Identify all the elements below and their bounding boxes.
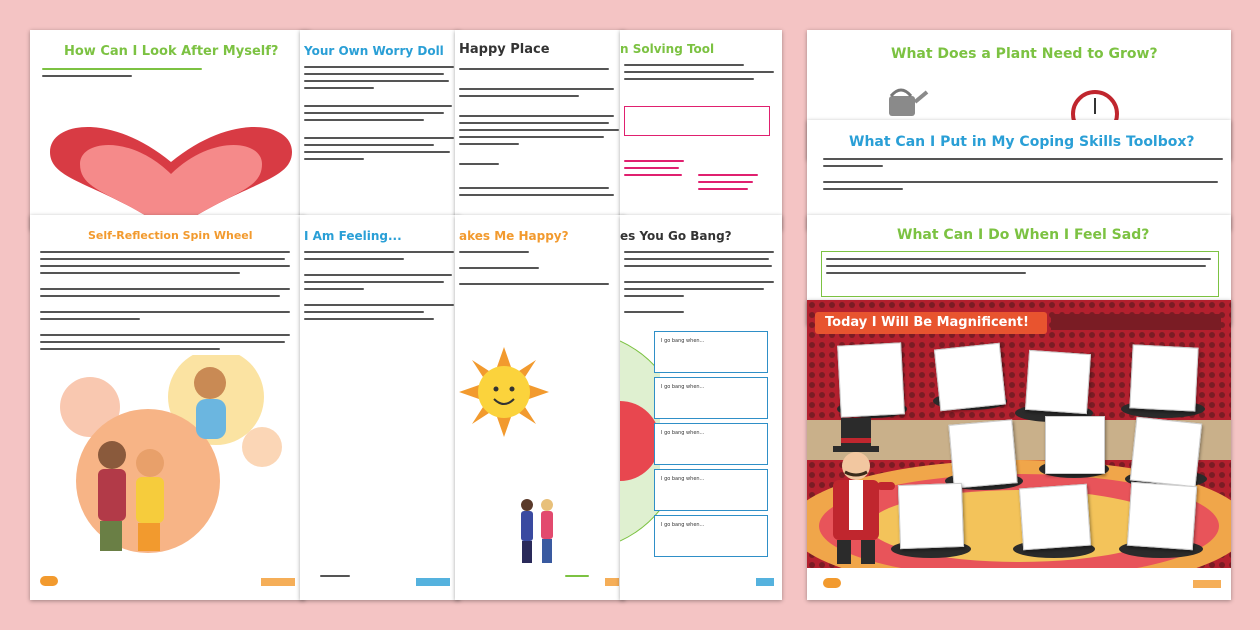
box-label: I go bang when... — [661, 430, 705, 436]
worksheet-spin-wheel[interactable] — [30, 215, 305, 600]
answer-box[interactable] — [654, 331, 768, 373]
instruction-text — [40, 251, 295, 355]
worksheet-magnificent[interactable] — [807, 300, 1231, 600]
problem-box[interactable] — [624, 106, 770, 136]
worksheet-title: What Does a Plant Need to Grow? — [891, 46, 1158, 62]
instruction-text — [304, 251, 454, 325]
goal-note[interactable] — [898, 483, 964, 549]
text-panel — [821, 251, 1219, 297]
worksheet-title: Happy Place — [459, 42, 550, 57]
goal-note[interactable] — [948, 419, 1017, 488]
instruction-text — [304, 66, 454, 165]
footer-badge — [756, 578, 774, 586]
worksheet-makes-happy[interactable] — [455, 215, 625, 600]
goal-note[interactable] — [1130, 417, 1202, 488]
children-illustration — [50, 355, 290, 555]
box-label: I go bang when... — [661, 476, 705, 482]
pink-notes — [624, 160, 684, 181]
worksheet-happy-place[interactable] — [455, 30, 625, 230]
goal-note[interactable] — [1127, 482, 1197, 550]
worksheet-title: akes Me Happy? — [459, 229, 569, 243]
worksheet-title: Your Own Worry Doll — [304, 44, 444, 58]
worksheet-coping-toolbox[interactable] — [807, 120, 1231, 230]
goal-note[interactable] — [1025, 350, 1091, 414]
worksheet-title: What Can I Put in My Coping Skills Toolbox? — [849, 134, 1195, 150]
sun-icon — [459, 347, 549, 437]
worksheet-title: n Solving Tool — [620, 42, 715, 56]
answer-box[interactable] — [654, 469, 768, 511]
footer-badge — [416, 578, 450, 586]
goal-note[interactable] — [1129, 344, 1198, 411]
box-label: I go bang when... — [661, 384, 705, 390]
instruction-text — [459, 68, 619, 201]
worksheet-title: Self-Reflection Spin Wheel — [88, 229, 253, 242]
pink-notes — [698, 174, 758, 195]
kids-illustration — [513, 497, 563, 569]
worksheet-solving-tool[interactable] — [620, 30, 782, 230]
footer-badge — [1193, 580, 1221, 588]
goal-note[interactable] — [934, 343, 1006, 412]
footer-text — [320, 575, 360, 582]
answer-box[interactable] — [654, 423, 768, 465]
goal-note[interactable] — [837, 342, 905, 417]
answer-box[interactable] — [654, 377, 768, 419]
answer-box[interactable] — [654, 515, 768, 557]
ringmaster-illustration — [811, 418, 897, 564]
instruction-banner — [1051, 314, 1221, 330]
footer-text — [565, 575, 595, 582]
instruction-text — [624, 251, 774, 318]
instruction-text — [624, 64, 774, 85]
worksheet-worry-doll[interactable] — [300, 30, 460, 230]
worksheet-title: es You Go Bang? — [620, 229, 732, 243]
instruction-text — [42, 68, 212, 82]
worksheet-title: I Am Feeling... — [304, 229, 402, 243]
worksheet-title: How Can I Look After Myself? — [64, 44, 279, 59]
instruction-text — [459, 251, 619, 290]
worksheet-go-bang[interactable] — [620, 215, 782, 600]
box-label: I go bang when... — [661, 338, 705, 344]
footer-badge — [261, 578, 295, 586]
goal-note[interactable] — [1019, 484, 1091, 551]
watering-can-icon — [879, 88, 929, 118]
worksheet-look-after-myself[interactable] — [30, 30, 310, 230]
instruction-text — [823, 158, 1223, 195]
brand-logo — [823, 578, 841, 588]
footer-badge — [605, 578, 619, 586]
brand-logo — [40, 576, 58, 586]
goal-note[interactable] — [1045, 416, 1105, 474]
worksheet-am-feeling[interactable] — [300, 215, 460, 600]
heart-image — [40, 122, 302, 230]
worksheet-title: Today I Will Be Magnificent! — [825, 315, 1029, 330]
worksheet-title: What Can I Do When I Feel Sad? — [897, 227, 1150, 243]
box-label: I go bang when... — [661, 522, 705, 528]
